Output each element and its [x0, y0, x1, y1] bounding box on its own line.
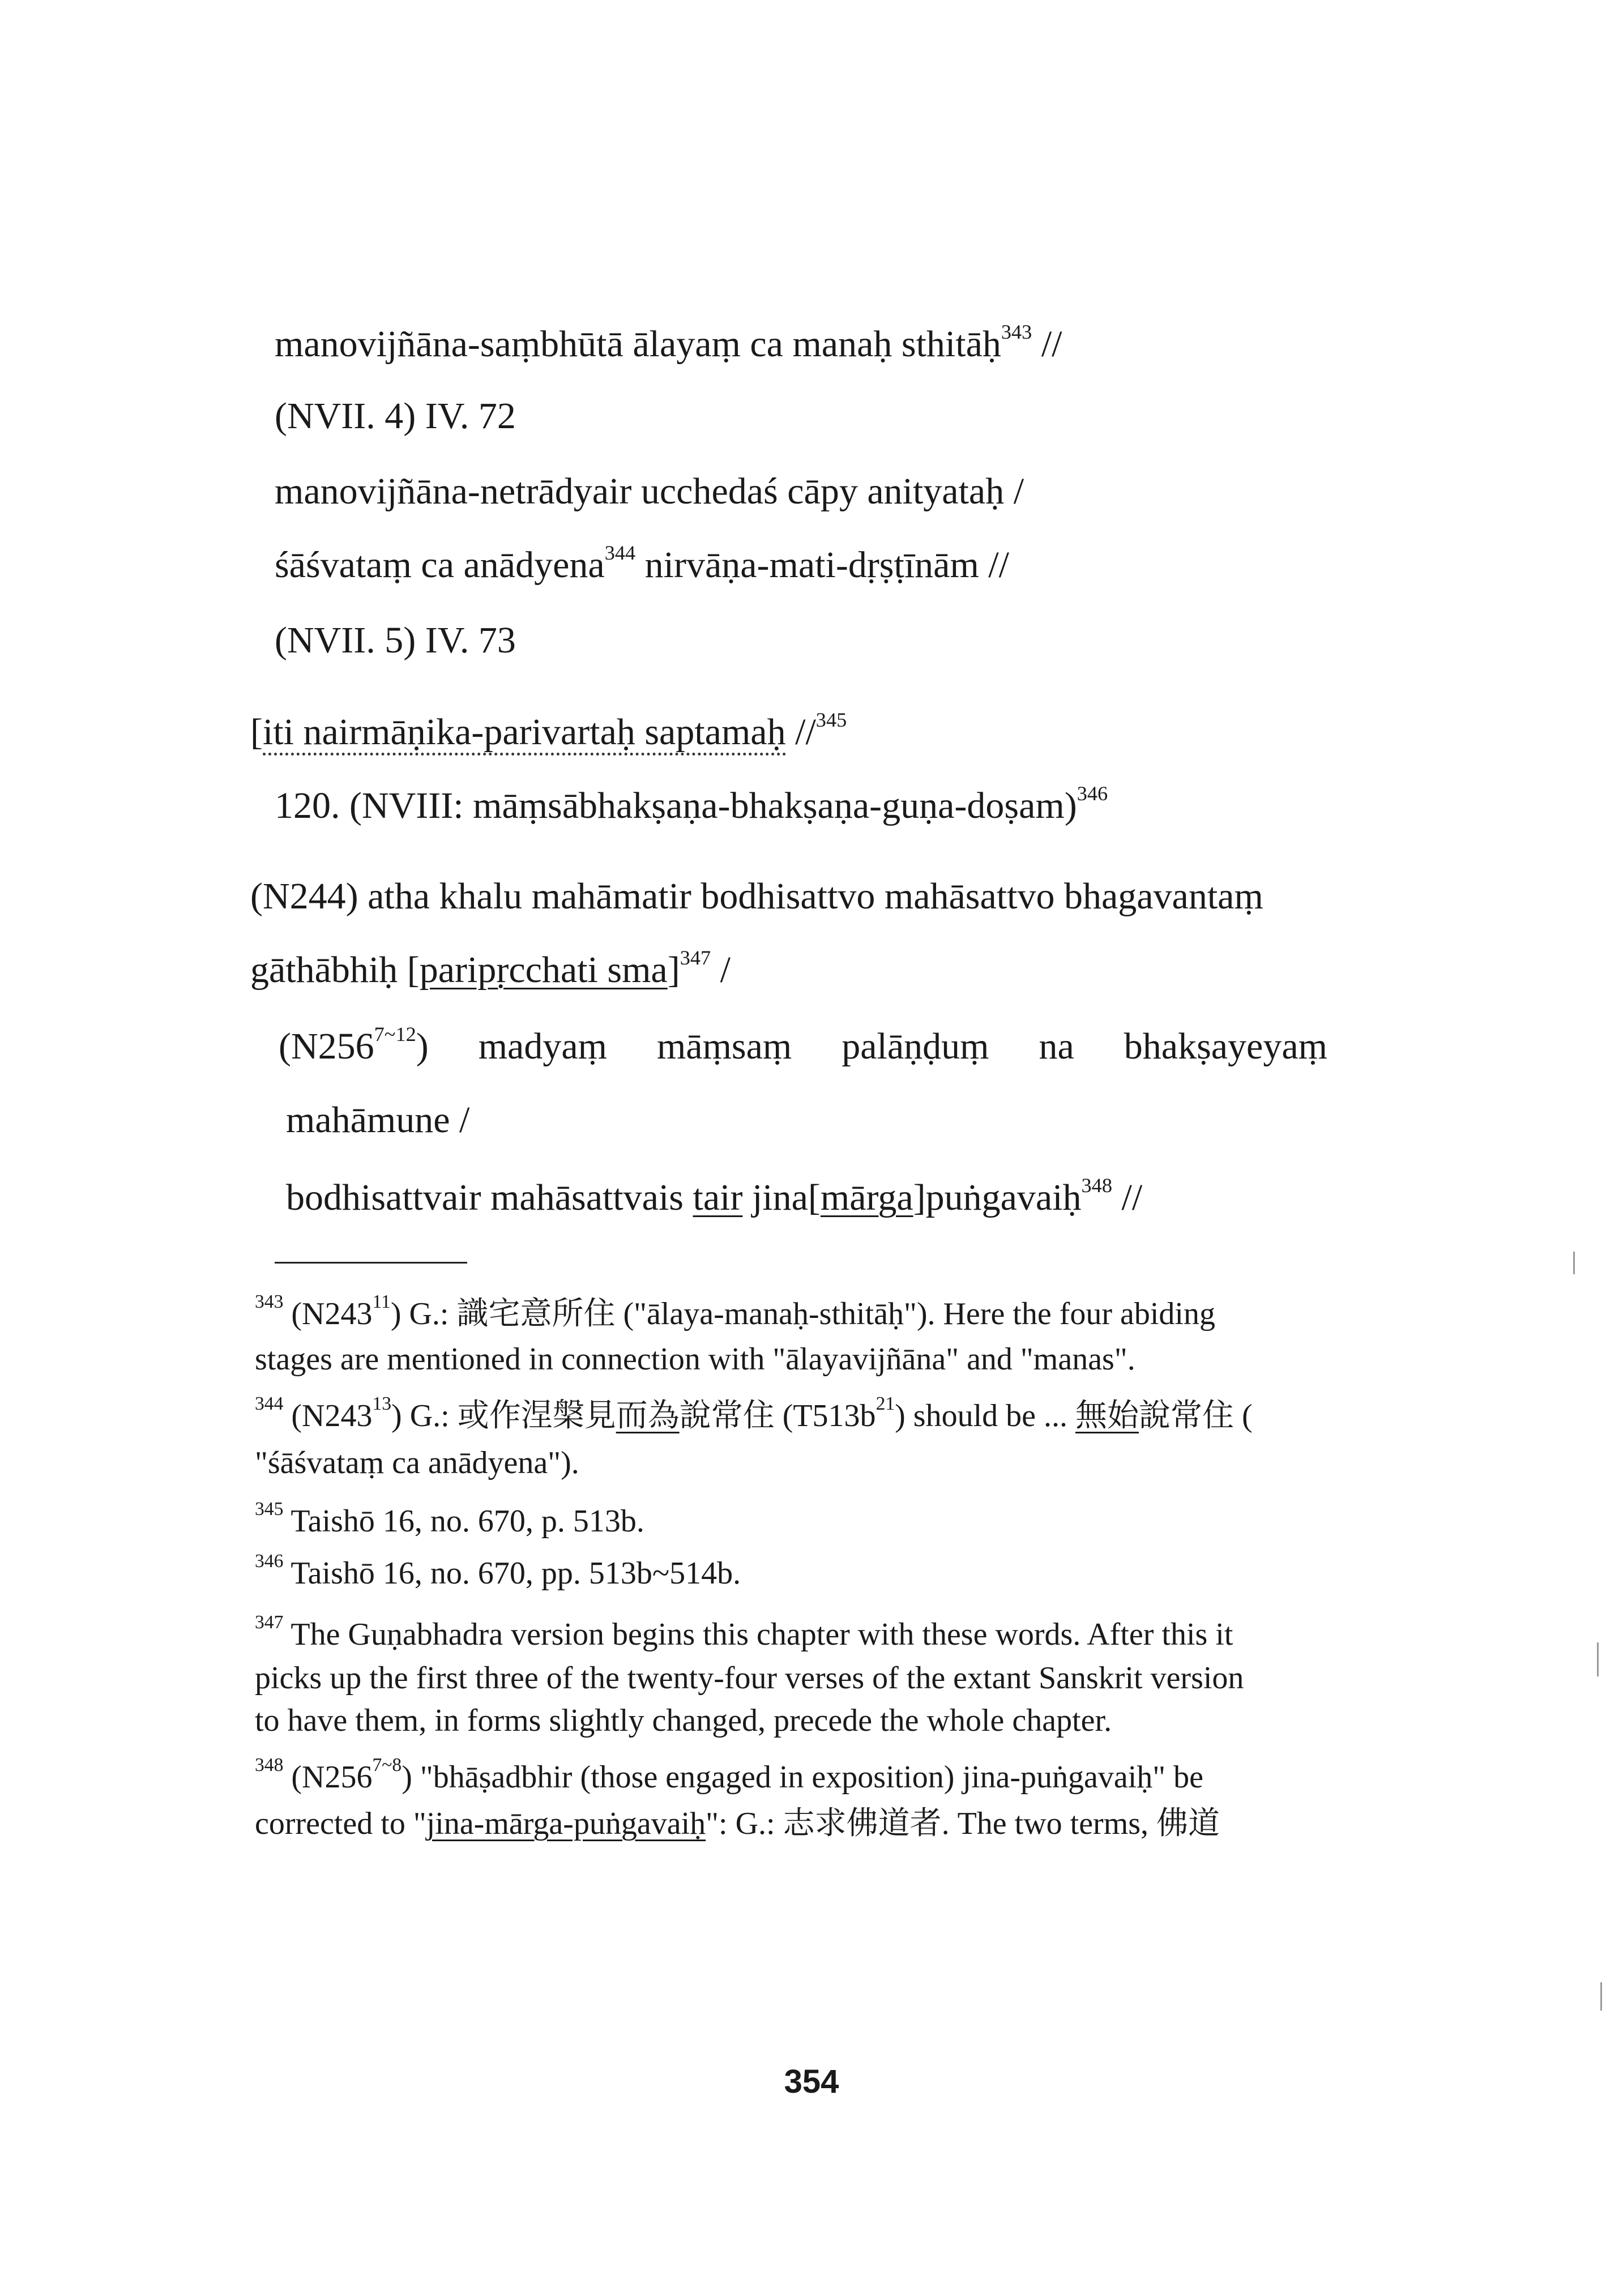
- verse-ref-sup: 7~12: [374, 1023, 416, 1046]
- footnote-ref-345[interactable]: 345: [815, 709, 847, 732]
- dotted-chapter-title: iti nairmāṇika-parivartaḥ saptamaḥ: [263, 711, 786, 756]
- footnote-343-cont: stages are mentioned in connection with "ālayavijñāna" and "manas".: [255, 1342, 1135, 1377]
- footnote-ref-348[interactable]: 348: [1081, 1174, 1112, 1197]
- footnote-348: $^{348}$ $(N256^{7\sim 8})$ "bhāṣadbhir (those engaged in exposition) jina-puṅgavaiḥ" be: [255, 1755, 1203, 1795]
- underlined-chinese: 無始: [1075, 1398, 1139, 1433]
- underlined-phrase: paripṛcchati sma: [419, 949, 668, 991]
- scan-mark: [1597, 1642, 1599, 1676]
- verse-line-1: manovijñāna-saṃbhūtā ālayaṃ ca manaḥ sthitāḥ$^{343}$ //: [275, 321, 1062, 365]
- footnote-344: $^{344}$ $(N243^{13})$ G.: 或作涅槃見而為說常住 $(T513b^{21})$ should be ... 無始說常住 (: [255, 1393, 1253, 1433]
- scan-mark: [1573, 1252, 1575, 1274]
- scan-mark: [1600, 1982, 1602, 2011]
- footnote-346: $^{346}$ Taishō 16, no. 670, pp. 513b~514b.: [255, 1551, 741, 1591]
- footnote-ref-344[interactable]: 344: [604, 541, 636, 565]
- footnote-ref-343[interactable]: 343: [1001, 321, 1032, 344]
- section-heading-120: 120. (NVIII: māṃsābhakṣaṇa-bhakṣaṇa-guṇa-doṣam)$^{346}$: [275, 782, 1108, 826]
- footnote-347-cont-1: picks up the first three of the twenty-four verses of the extant Sanskrit version: [255, 1661, 1244, 1696]
- footnote-343: $^{343}$ $(N243^{11})$ G.: 識宅意所住 ("ālaya-manaḥ-sthitāḥ"). Here the four abiding: [255, 1291, 1215, 1331]
- footnote-347: $^{347}$ The Guṇabhadra version begins this chapter with these words. After this it: [255, 1612, 1233, 1652]
- footnote-rule: [275, 1262, 467, 1264]
- footnote-ref-347[interactable]: 347: [680, 946, 711, 970]
- verse-line-11: mahāmune /: [286, 1099, 470, 1141]
- footnote-ref-346[interactable]: 346: [1077, 782, 1108, 805]
- page-number: 354: [784, 2063, 839, 2100]
- prose-line-8: (N244) atha khalu mahāmatir bodhisattvo mahāsattvo bhagavantaṃ: [250, 876, 1263, 917]
- underlined-chinese: 而為: [616, 1398, 680, 1433]
- underlined-word: mārga: [820, 1177, 913, 1218]
- underlined-word: tair: [693, 1177, 743, 1218]
- verse-line-4: śāśvataṃ ca anādyena$^{344}$ nirvāṇa-mati-dṛṣṭīnām //: [275, 541, 1009, 586]
- verse-line-12: bodhisattvair mahāsattvais tair jina[mārga]puṅgavaiḥ$^{348}$ //: [286, 1174, 1143, 1218]
- verse-line-3: manovijñāna-netrādyair ucchedaś cāpy anityataḥ /: [275, 471, 1024, 512]
- footnote-347-cont-2: to have them, in forms slightly changed, precede the whole chapter.: [255, 1703, 1112, 1738]
- footnote-344-cont: "śāśvataṃ ca anādyena").: [255, 1445, 579, 1480]
- verse-ref-line-5: (NVII. 5) IV. 73: [275, 620, 516, 661]
- chapter-end-line: [iti nairmāṇika-parivartaḥ saptamaḥ //$^{345}$: [250, 714, 847, 751]
- underlined-term: jina-mārga-puṅgavaiḥ: [426, 1806, 706, 1841]
- footnote-348-cont: corrected to "jina-mārga-puṅgavaiḥ": G.: 志求佛道者. The two terms, 佛道: [255, 1806, 1220, 1841]
- verse-line-10: $(N256^{7\sim 12})$ madyaṃ māṃsaṃ palāṇḍuṃ na bhakṣayeyaṃ: [279, 1023, 1327, 1067]
- footnote-345: $^{345}$ Taishō 16, no. 670, p. 513b.: [255, 1499, 644, 1539]
- verse-ref-line-2: (NVII. 4) IV. 72: [275, 395, 516, 437]
- prose-line-9: gāthābhiḥ [paripṛcchati sma]$^{347}$ /: [250, 946, 731, 991]
